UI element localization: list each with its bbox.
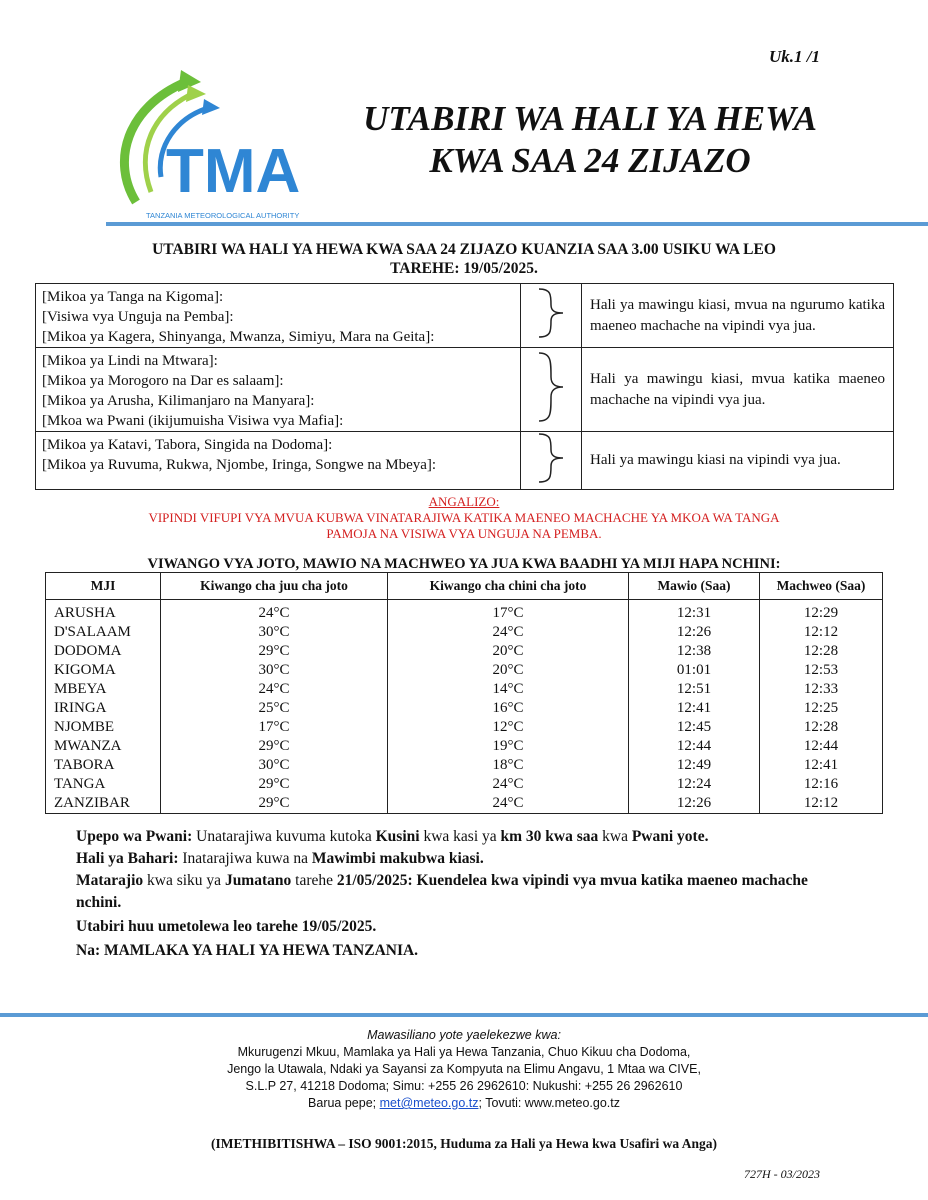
- sunset-cell: 12:28: [760, 642, 883, 661]
- footer-rule: [0, 1013, 928, 1017]
- brace-cell: [521, 348, 582, 432]
- min-temp-cell: 24°C: [388, 623, 629, 642]
- sunset-cell: 12:33: [760, 680, 883, 699]
- sunrise-cell: 12:24: [629, 775, 760, 794]
- city-cell: MWANZA: [46, 737, 161, 756]
- city-cell: D'SALAAM: [46, 623, 161, 642]
- sunrise-cell: 12:51: [629, 680, 760, 699]
- note-emphasis: km 30 kwa saa: [500, 828, 599, 845]
- note-emphasis: Mawimbi makubwa kiasi.: [311, 850, 484, 867]
- min-temp-cell: 20°C: [388, 642, 629, 661]
- min-temp-cell: 16°C: [388, 699, 629, 718]
- city-cell: ARUSHA: [46, 604, 161, 623]
- region-line: [Mikoa ya Morogoro na Dar es salaam]:: [42, 373, 284, 389]
- city-cell: TANGA: [46, 775, 161, 794]
- note-label: Hali ya Bahari:: [76, 850, 179, 867]
- region-line: [Mikoa ya Arusha, Kilimanjaro na Manyara]:: [42, 393, 315, 409]
- sunrise-cell: 12:26: [629, 623, 760, 642]
- note-text: Inatarajiwa kuwa na: [178, 850, 312, 867]
- region-line: [Mkoa wa Pwani (ikijumuisha Visiwa vya Mafia]:: [42, 413, 344, 429]
- table-row: [46, 756, 883, 775]
- column-header: Mawio (Saa): [629, 573, 760, 600]
- warning-notice: [60, 494, 868, 542]
- footer-line: S.L.P 27, 41218 Dodoma; Simu: +255 26 2962610: Nukushi: +255 26 2962610: [245, 1079, 683, 1093]
- table-header-row: [46, 573, 883, 600]
- email-label: Barua pepe;: [308, 1096, 380, 1110]
- region-line: [Mikoa ya Lindi na Mtwara]:: [42, 353, 218, 369]
- column-header: Kiwango cha juu cha joto: [161, 573, 388, 600]
- tma-logo: [106, 52, 318, 224]
- temperature-table: [45, 572, 883, 814]
- min-temp-cell: 19°C: [388, 737, 629, 756]
- sunrise-cell: 12:45: [629, 718, 760, 737]
- notice-line: PAMOJA NA VISIWA VYA UNGUJA NA PEMBA.: [326, 526, 602, 541]
- max-temp-cell: 30°C: [161, 756, 388, 775]
- note-label: Matarajio: [76, 872, 144, 889]
- min-temp-cell: 17°C: [388, 604, 629, 623]
- signature-note: [76, 940, 824, 962]
- page-title: [330, 98, 850, 182]
- email-link[interactable]: met@meteo.go.tz: [379, 1096, 479, 1110]
- table-row: [46, 718, 883, 737]
- subheading-line-1: UTABIRI WA HALI YA HEWA KWA SAA 24 ZIJAZO KUANZIA SAA 3.00 USIKU WA LEO: [152, 241, 776, 258]
- min-temp-cell: 12°C: [388, 718, 629, 737]
- note-text: tarehe: [291, 872, 337, 889]
- forecast-subheading: [40, 240, 888, 278]
- outlook-note: [76, 870, 824, 914]
- sunrise-cell: 12:26: [629, 794, 760, 814]
- brace-cell: [521, 284, 582, 348]
- brace-icon: [531, 432, 571, 484]
- notice-heading: ANGALIZO:: [428, 494, 500, 509]
- max-temp-cell: 29°C: [161, 642, 388, 661]
- logo-caption: TANZANIA METEOROLOGICAL AUTHORITY: [146, 211, 300, 220]
- max-temp-cell: 24°C: [161, 604, 388, 623]
- forecast-description: Hali ya mawingu kiasi na vipindi vya jua.: [582, 432, 894, 490]
- note-emphasis: Jumatano: [224, 872, 292, 889]
- coastal-wind-note: [76, 826, 824, 848]
- city-cell: ZANZIBAR: [46, 794, 161, 814]
- note-text: kwa: [598, 828, 632, 845]
- temperature-table-heading: VIWANGO VYA JOTO, MAWIO NA MACHWEO YA JUA KWA BAADHI YA MIJI HAPA NCHINI:: [147, 556, 781, 572]
- region-cell: [36, 348, 521, 432]
- sunrise-cell: 12:49: [629, 756, 760, 775]
- region-line: [Mikoa ya Kagera, Shinyanga, Mwanza, Simiyu, Mara na Geita]:: [42, 329, 435, 345]
- sunset-cell: 12:44: [760, 737, 883, 756]
- logo-wordmark: TMA: [166, 137, 301, 206]
- city-cell: IRINGA: [46, 699, 161, 718]
- table-row: [46, 604, 883, 623]
- sunrise-cell: 01:01: [629, 661, 760, 680]
- page-number: Uk.1 /1: [769, 47, 820, 66]
- note-emphasis: Kusini: [375, 828, 420, 845]
- brace-icon: [531, 287, 571, 339]
- title-line-1: UTABIRI WA HALI YA HEWA: [363, 99, 817, 138]
- table-row: [46, 737, 883, 756]
- footer-heading: Mawasiliano yote yaelekezwe kwa:: [367, 1028, 561, 1042]
- sea-state-note: [76, 848, 824, 870]
- header-rule: [106, 222, 928, 226]
- min-temp-cell: 20°C: [388, 661, 629, 680]
- sunset-cell: 12:25: [760, 699, 883, 718]
- table-row: [46, 642, 883, 661]
- website-text: ; Tovuti: www.meteo.go.tz: [478, 1096, 620, 1110]
- note-emphasis: 21/05/2025: Kuendelea kwa vipindi vya mvua katika maeneo machache nchini.: [76, 872, 808, 911]
- max-temp-cell: 29°C: [161, 794, 388, 814]
- max-temp-cell: 29°C: [161, 737, 388, 756]
- forecast-description: Hali ya mawingu kiasi, mvua katika maeneo machache na vipindi vya jua.: [582, 348, 894, 432]
- table-row: [46, 623, 883, 642]
- sunset-cell: 12:28: [760, 718, 883, 737]
- note-label: Upepo wa Pwani:: [76, 828, 193, 845]
- signed-text: Na: MAMLAKA YA HALI YA HEWA TANZANIA.: [76, 942, 419, 959]
- forecast-notes: [76, 826, 824, 962]
- region-cell: [36, 432, 521, 490]
- forecast-row: [36, 348, 894, 432]
- min-temp-cell: 24°C: [388, 794, 629, 814]
- max-temp-cell: 17°C: [161, 718, 388, 737]
- sunrise-cell: 12:31: [629, 604, 760, 623]
- brace-icon: [531, 351, 571, 423]
- sunset-cell: 12:29: [760, 604, 883, 623]
- city-cell: MBEYA: [46, 680, 161, 699]
- min-temp-cell: 18°C: [388, 756, 629, 775]
- region-line: [Visiwa vya Unguja na Pemba]:: [42, 309, 234, 325]
- footer-contact-line: [0, 1095, 928, 1112]
- sunrise-cell: 12:38: [629, 642, 760, 661]
- max-temp-cell: 29°C: [161, 775, 388, 794]
- max-temp-cell: 30°C: [161, 661, 388, 680]
- title-line-2: KWA SAA 24 ZIJAZO: [429, 141, 751, 180]
- forecast-row: [36, 432, 894, 490]
- sunset-cell: 12:12: [760, 623, 883, 642]
- regional-forecast-table: [35, 283, 894, 490]
- contact-footer: [0, 1027, 928, 1112]
- brace-cell: [521, 432, 582, 490]
- city-cell: DODOMA: [46, 642, 161, 661]
- city-cell: KIGOMA: [46, 661, 161, 680]
- column-header: Kiwango cha chini cha joto: [388, 573, 629, 600]
- region-line: [Mikoa ya Katavi, Tabora, Singida na Dodoma]:: [42, 437, 333, 453]
- forecast-row: [36, 284, 894, 348]
- min-temp-cell: 24°C: [388, 775, 629, 794]
- region-line: [Mikoa ya Ruvuma, Rukwa, Njombe, Iringa, Songwe na Mbeya]:: [42, 457, 437, 473]
- sunset-cell: 12:41: [760, 756, 883, 775]
- note-text: Unatarajiwa kuvuma kutoka: [192, 828, 376, 845]
- column-header: MJI: [46, 573, 161, 600]
- table-row: [46, 699, 883, 718]
- document-code: 727H - 03/2023: [744, 1167, 820, 1181]
- sunrise-cell: 12:41: [629, 699, 760, 718]
- region-line: [Mikoa ya Tanga na Kigoma]:: [42, 289, 224, 305]
- note-text: kwa kasi ya: [419, 828, 501, 845]
- issued-note: [76, 916, 824, 938]
- sunset-cell: 12:16: [760, 775, 883, 794]
- table-row: [46, 680, 883, 699]
- certification-line: (IMETHIBITISHWA – ISO 9001:2015, Huduma za Hali ya Hewa kwa Usafiri wa Anga): [211, 1136, 717, 1151]
- sunset-cell: 12:12: [760, 794, 883, 814]
- table-row: [46, 775, 883, 794]
- sunset-cell: 12:53: [760, 661, 883, 680]
- footer-line: Mkurugenzi Mkuu, Mamlaka ya Hali ya Hewa Tanzania, Chuo Kikuu cha Dodoma,: [237, 1045, 691, 1059]
- max-temp-cell: 30°C: [161, 623, 388, 642]
- city-cell: TABORA: [46, 756, 161, 775]
- city-cell: NJOMBE: [46, 718, 161, 737]
- footer-line: Jengo la Utawala, Ndaki ya Sayansi za Kompyuta na Elimu Angavu, 1 Mtaa wa CIVE,: [227, 1062, 701, 1076]
- issued-text: Utabiri huu umetolewa leo tarehe 19/05/2025.: [76, 918, 377, 935]
- subheading-date: TAREHE: 19/05/2025.: [390, 260, 538, 277]
- note-emphasis: Pwani yote.: [631, 828, 709, 845]
- notice-line: VIPINDI VIFUPI VYA MVUA KUBWA VINATARAJIWA KATIKA MAENEO MACHACHE YA MKOA WA TANGA: [148, 510, 780, 525]
- column-header: Machweo (Saa): [760, 573, 883, 600]
- note-text: kwa siku ya: [143, 872, 225, 889]
- region-cell: [36, 284, 521, 348]
- table-row: [46, 794, 883, 814]
- max-temp-cell: 24°C: [161, 680, 388, 699]
- max-temp-cell: 25°C: [161, 699, 388, 718]
- table-row: [46, 661, 883, 680]
- forecast-description: Hali ya mawingu kiasi, mvua na ngurumo katika maeneo machache na vipindi vya jua.: [582, 284, 894, 348]
- min-temp-cell: 14°C: [388, 680, 629, 699]
- sunrise-cell: 12:44: [629, 737, 760, 756]
